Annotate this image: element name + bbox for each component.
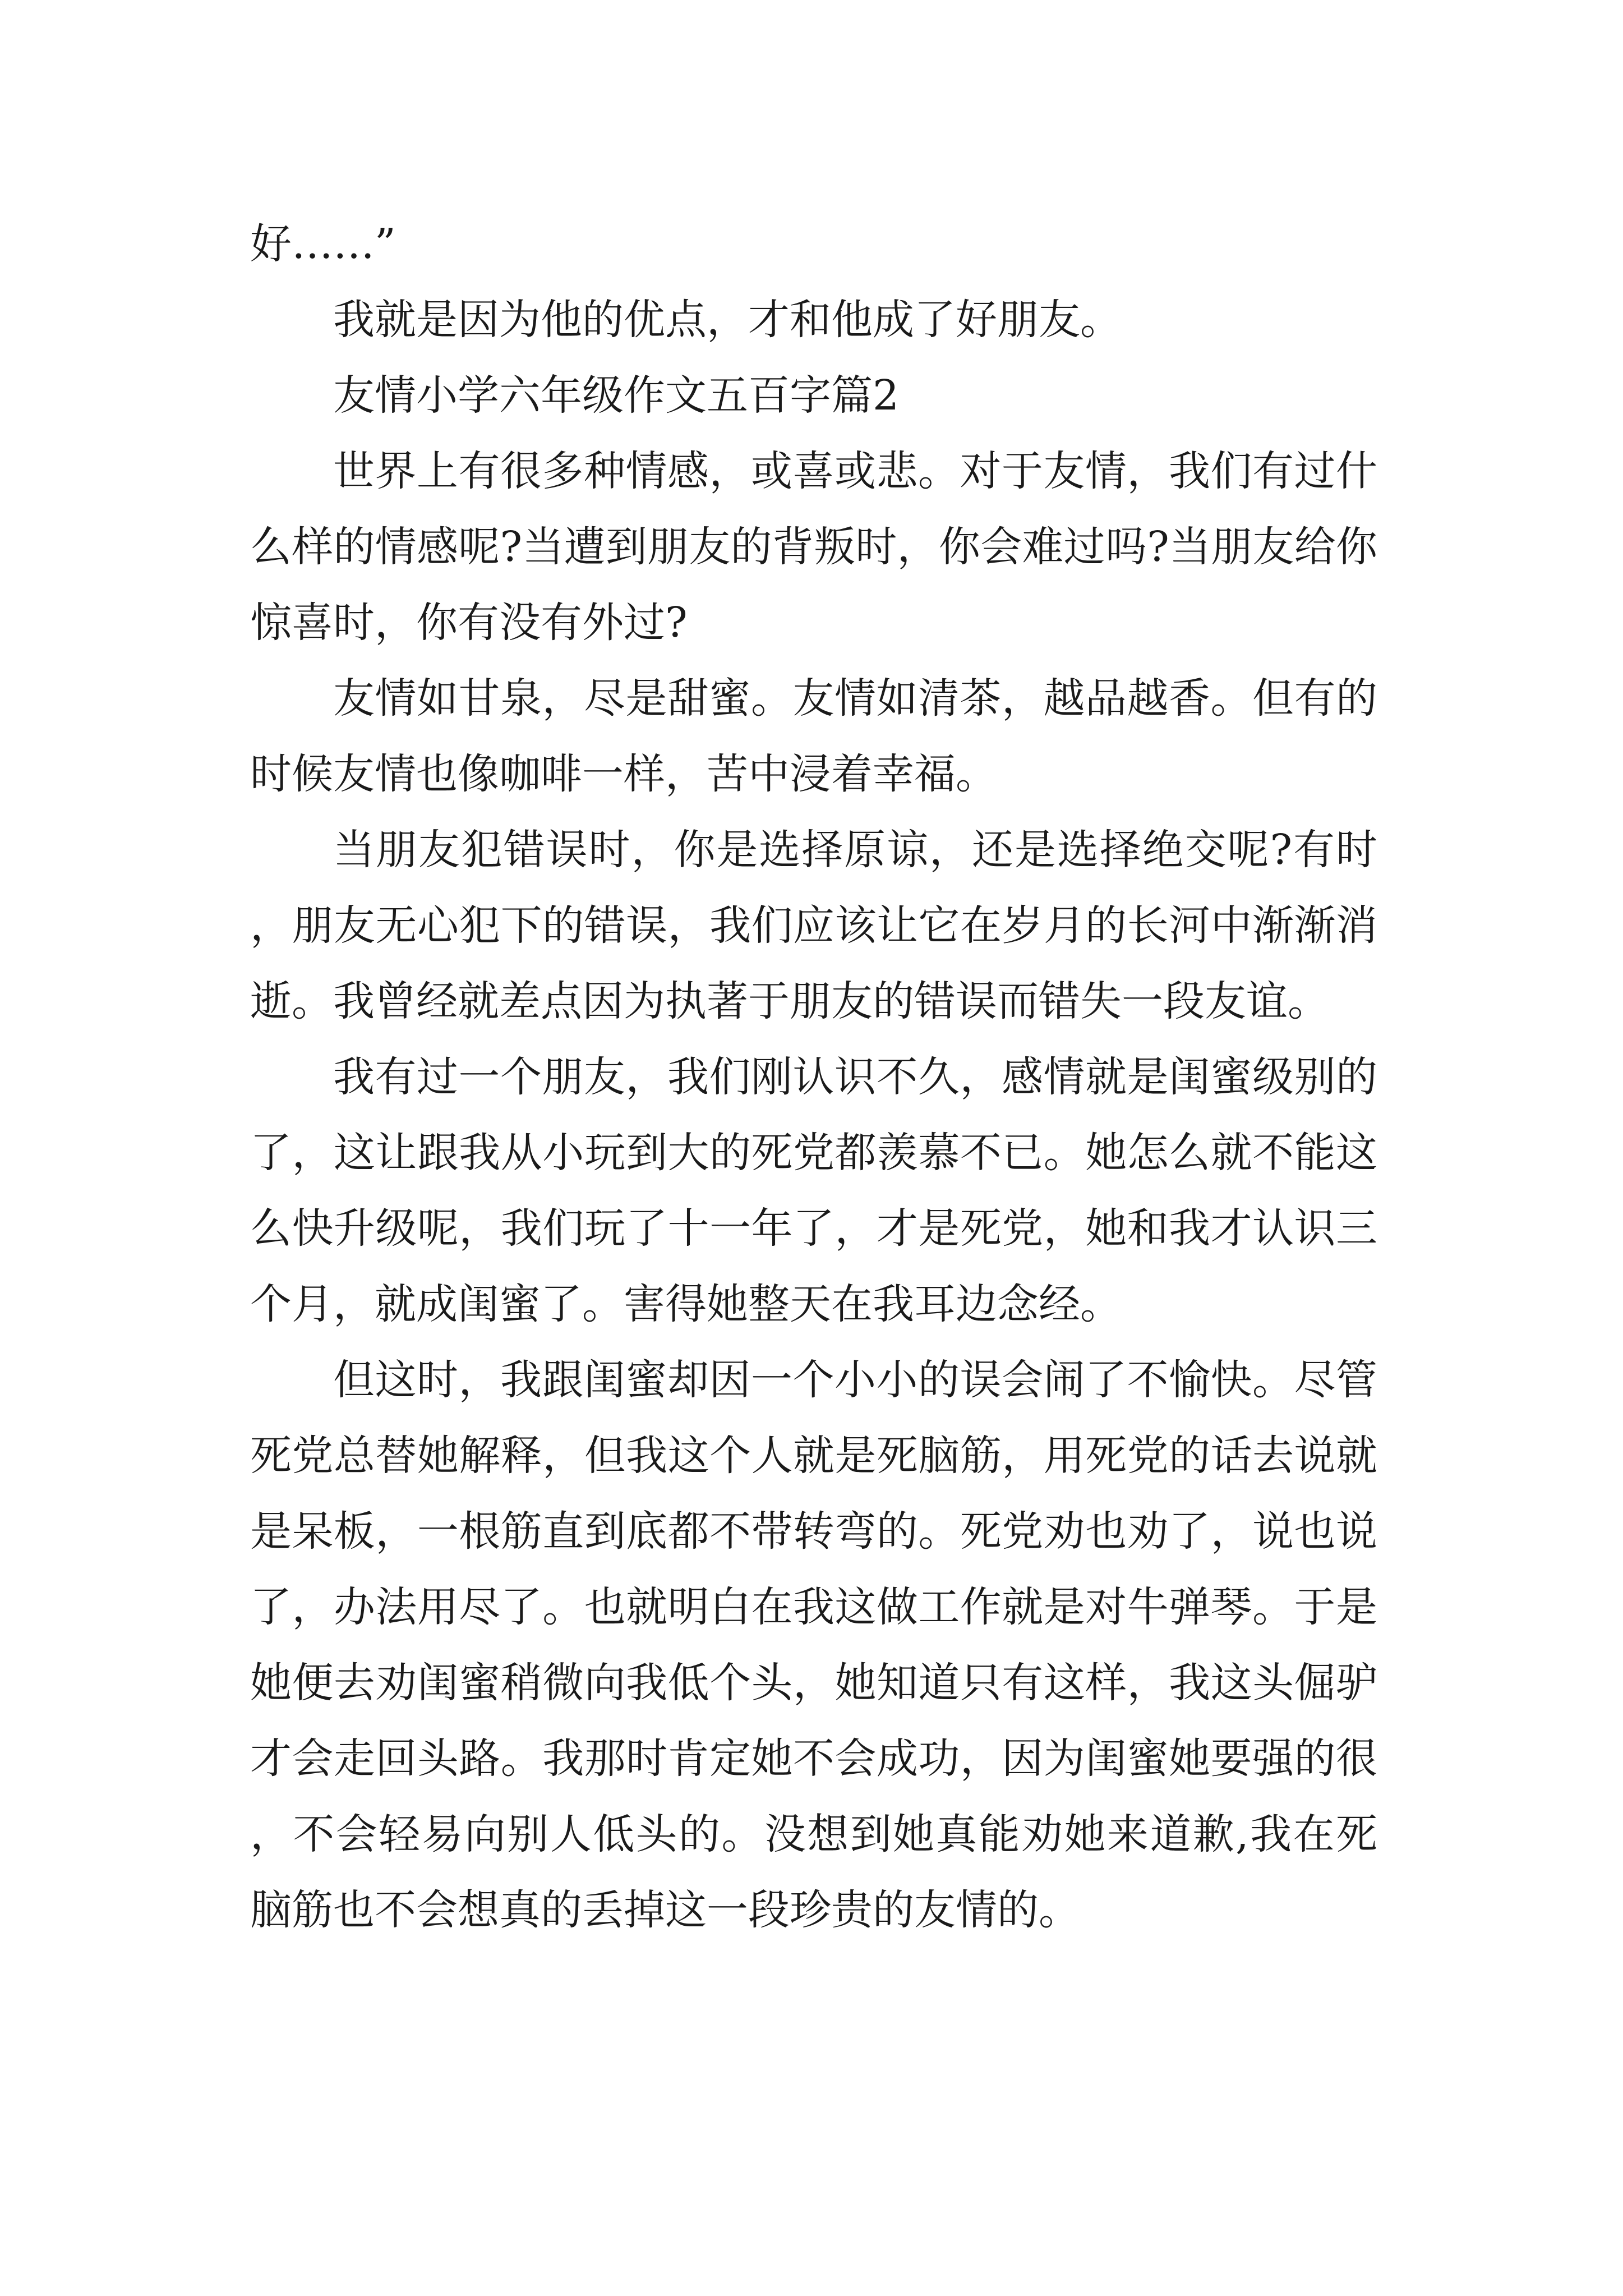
paragraph: 我就是因为他的优点，才和他成了好朋友。 — [333, 296, 1122, 344]
document-body — [250, 206, 1377, 1948]
paragraph-continuation: 好……” — [250, 220, 396, 268]
paragraph: 当朋友犯错误时，你是选择原谅，还是选择绝交呢?有时，朋友无心犯下的错误，我们应该让它在岁月的长河中渐渐消逝。我曾经就差点因为执著于朋友的错误而错失一段友谊。 — [250, 826, 1377, 1025]
section-heading: 友情小学六年级作文五百字篇2 — [333, 371, 900, 420]
paragraph: 但这时，我跟闺蜜却因一个小小的误会闹了不愉快。尽管死党总替她解释，但我这个人就是死脑筋，用死党的话去说就是呆板，一根筋直到底都不带转弯的。死党劝也劝了，说也说了，办法用尽了。也就明白在我这做工作就是对牛弹琴。于是她便去劝闺蜜稍微向我低个头，她知道只有这样，我这头倔驴才会走回头路。我那时肯定她不会成功，因为闺蜜她要强的很，不会轻易向别人低头的。没想到她真能劝她来道歉,我在死脑筋也不会想真的丢掉这一段珍贵的友情的。 — [250, 1356, 1377, 1934]
paragraph: 我有过一个朋友，我们刚认识不久，感情就是闺蜜级别的了，这让跟我从小玩到大的死党都羡慕不已。她怎么就不能这么快升级呢，我们玩了十一年了，才是死党，她和我才认识三个月，就成闺蜜了。害得她整天在我耳边念经。 — [250, 1053, 1377, 1328]
paragraph: 世界上有很多种情感，或喜或悲。对于友情，我们有过什么样的情感呢?当遭到朋友的背叛时，你会难过吗?当朋友给你惊喜时，你有没有外过? — [250, 447, 1377, 647]
paragraph: 友情如甘泉，尽是甜蜜。友情如清茶，越品越香。但有的时候友情也像咖啡一样，苦中浸着幸福。 — [250, 674, 1377, 798]
